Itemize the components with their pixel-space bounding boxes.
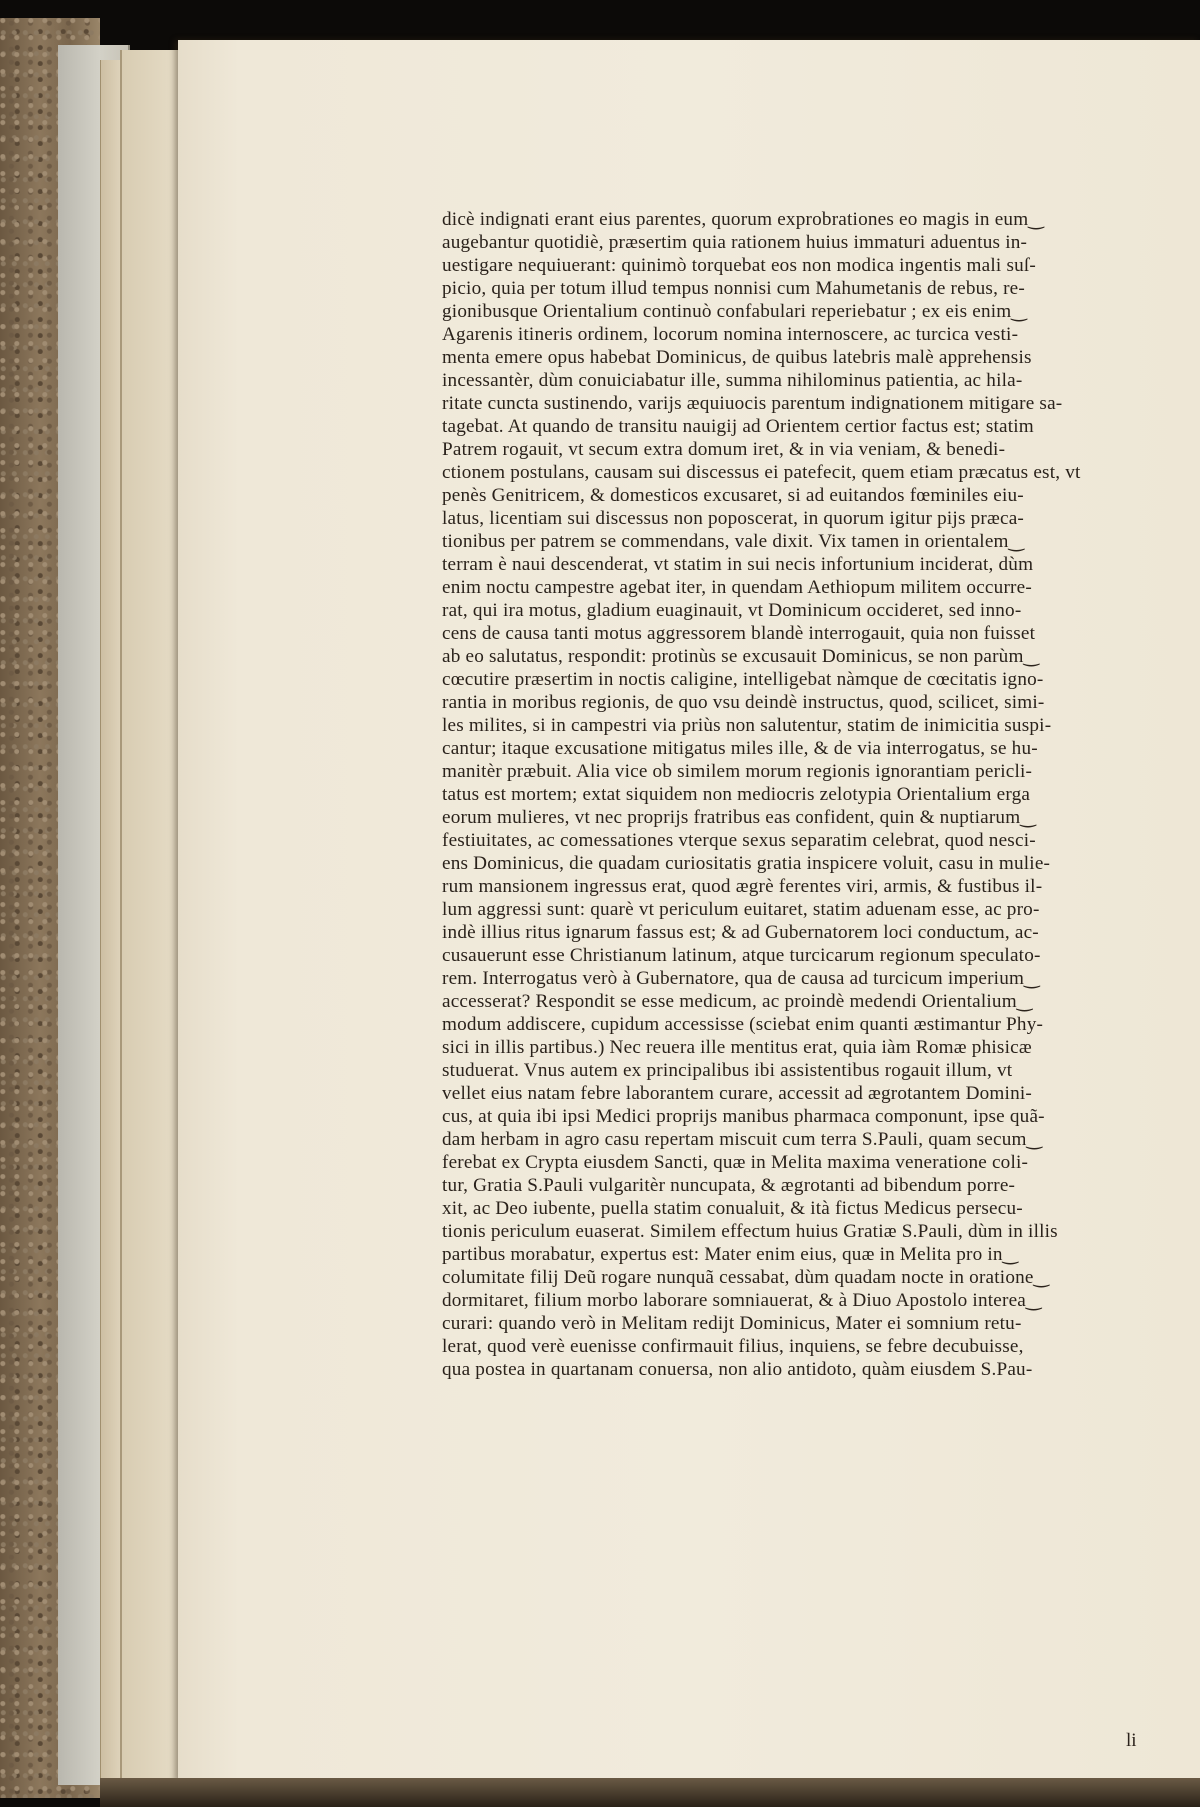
text-line: tionibus per patrem se commendans, vale dixit. Vix tamen in orientalem‿ (442, 531, 1025, 552)
text-line: dam herbam in agro casu repertam miscuit cum terra S.Pauli, quam secum‿ (442, 1129, 1043, 1150)
text-line: cus, at quia ibi ipsi Medici proprijs manibus pharmaca componunt, ipse quã- (442, 1106, 1045, 1127)
text-line: xit, ac Deo iubente, puella statim conualuit, & ità fictus Medicus persecu- (442, 1198, 1023, 1219)
text-line: lerat, quod verè euenisse confirmauit filius, inquiens, se febre decubuisse, (442, 1336, 1024, 1357)
text-line: rem. Interrogatus verò à Gubernatore, qua de causa ad turcicum imperium‿ (442, 968, 1040, 989)
text-line: dormitaret, filium morbo laborare somniauerat, & à Diuo Apostolo interea‿ (442, 1290, 1042, 1311)
text-line: incessantèr, dùm conuiciabatur ille, summa nihilominus patientia, ac hila- (442, 370, 1023, 391)
text-line: indè illius ritus ignarum fassus est; & ad Gubernatorem loci conductum, ac- (442, 922, 1039, 943)
text-line: cens de causa tanti motus aggressorem blandè interrogauit, quia non fuisset (442, 623, 1036, 644)
text-line: rum mansionem ingressus erat, quod ægrè ferentes viri, armis, & fustibus il- (442, 876, 1043, 897)
text-line: ab eo salutatus, respondit: protinùs se excusauit Dominicus, se non parùm‿ (442, 646, 1040, 667)
text-line: lum aggressi sunt: quarè vt periculum euitaret, statim aduenam esse, ac pro- (442, 899, 1040, 920)
text-line: curari: quando verò in Melitam redijt Dominicus, Mater ei somnium retu- (442, 1313, 1022, 1334)
text-line: manitèr præbuit. Alia vice ob similem morum regionis ignorantiam pericli- (442, 761, 1033, 782)
text-line: gionibusque Orientalium continuò confabulari reperiebatur ; ex eis enim‿ (442, 301, 1028, 322)
text-line: ferebat ex Crypta eiusdem Sancti, quæ in Melita maxima veneratione coli- (442, 1152, 1029, 1173)
text-line: Agarenis itineris ordinem, locorum nomina internoscere, ac turcica vesti- (442, 324, 1019, 345)
text-line: terram è naui descenderat, vt statim in sui necis infortunium inciderat, dùm (442, 554, 1034, 575)
text-line: eorum mulieres, vt nec proprijs fratribus eas confident, quin & nuptiarum‿ (442, 807, 1036, 828)
text-line: rat, qui ira motus, gladium euaginauit, vt Dominicum occideret, sed inno- (442, 600, 1022, 621)
text-line: tionis periculum euaserat. Similem effectum huius Gratiæ S.Pauli, dùm in illis (442, 1221, 1058, 1242)
text-line: cusauerunt esse Christianum latinum, atque turcicarum regionum speculato- (442, 945, 1041, 966)
text-line: uestigare nequiuerant: quinimò torquebat eos non modica ingentis mali suſ- (442, 255, 1037, 276)
bottom-edge-shadow (100, 1778, 1200, 1807)
text-line: cantur; itaque excusatione mitigatus miles ille, & de via interrogatus, se hu- (442, 738, 1038, 759)
catchword: li (1126, 1730, 1137, 1751)
text-line: columitate filij Deũ rogare nunquã cessabat, dùm quadam nocte in oratione‿ (442, 1267, 1050, 1288)
text-line: enim noctu campestre agebat iter, in quendam Aethiopum militem occurre- (442, 577, 1032, 598)
text-line: partibus morabatur, expertus est: Mater enim eius, quæ in Melita pro in‿ (442, 1244, 1019, 1265)
text-line: tur, Gratia S.Pauli vulgaritèr nuncupata, & ægrotanti ad bibendum porre- (442, 1175, 1016, 1196)
text-line: menta emere opus habebat Dominicus, de quibus latebris malè apprehensis (442, 347, 1032, 368)
text-line: modum addiscere, cupidum accessisse (sciebat enim quanti æstimantur Phy- (442, 1014, 1044, 1035)
text-line: tagebat. At quando de transitu nauigij ad Orientem certior factus est; statim (442, 416, 1034, 437)
text-line: sici in illis partibus.) Nec reuera ille mentitus erat, quia iàm Romæ phisicæ (442, 1037, 1032, 1058)
text-line: qua postea in quartanam conuersa, non alio antidoto, quàm eiusdem S.Pau- (442, 1359, 1033, 1380)
text-line: augebantur quotidiè, præsertim quia rationem huius immaturi aduentus in- (442, 232, 1028, 253)
text-line: rantia in moribus regionis, de quo vsu deindè instructus, quod, scilicet, simi- (442, 692, 1045, 713)
text-line: ctionem postulans, causam sui discessus ei patefecit, quem etiam præcatus est, vt (442, 462, 1081, 483)
text-line: dicè indignati erant eius parentes, quorum exprobrationes eo magis in eum‿ (442, 209, 1044, 230)
text-line: vellet eius natam febre laborantem curare, accessit ad ægrotantem Domini- (442, 1083, 1032, 1104)
text-line: studuerat. Vnus autem ex principalibus ibi assistentibus rogauit illum, vt (442, 1060, 1013, 1081)
text-line: accesserat? Respondit se esse medicum, ac proindè medendi Orientalium‿ (442, 991, 1033, 1012)
text-line: latus, licentiam sui discessus non poposcerat, in quorum igitur pijs præca- (442, 508, 1025, 529)
text-line: ritate cuncta sustinendo, varijs æquiuocis parentum indignationem mitigare sa- (442, 393, 1063, 414)
text-line: ens Dominicus, die quadam curiositatis gratia inspicere voluit, casu in mulie- (442, 853, 1051, 874)
text-line: festiuitates, ac comessationes vterque sexus separatim celebrat, quod nesci- (442, 830, 1036, 851)
text-line: cœcutire præsertim in noctis caligine, intelligebat nàmque de cœcitatis igno- (442, 669, 1044, 690)
text-line: tatus est mortem; extat siquidem non mediocris zelotypia Orientalium erga (442, 784, 1031, 805)
text-line: les milites, si in campestri via priùs non salutentur, statim de inimicitia suspi- (442, 715, 1052, 736)
text-line: penès Genitricem, & domesticos excusaret, si ad euitandos fœminiles eiu- (442, 485, 1024, 506)
body-text (442, 208, 1172, 1381)
text-line: picio, quia per totum illud tempus nonnisi cum Mahumetanis de rebus, re- (442, 278, 1025, 299)
text-line: Patrem rogauit, vt secum extra domum iret, & in via veniam, & benedi- (442, 439, 1006, 460)
